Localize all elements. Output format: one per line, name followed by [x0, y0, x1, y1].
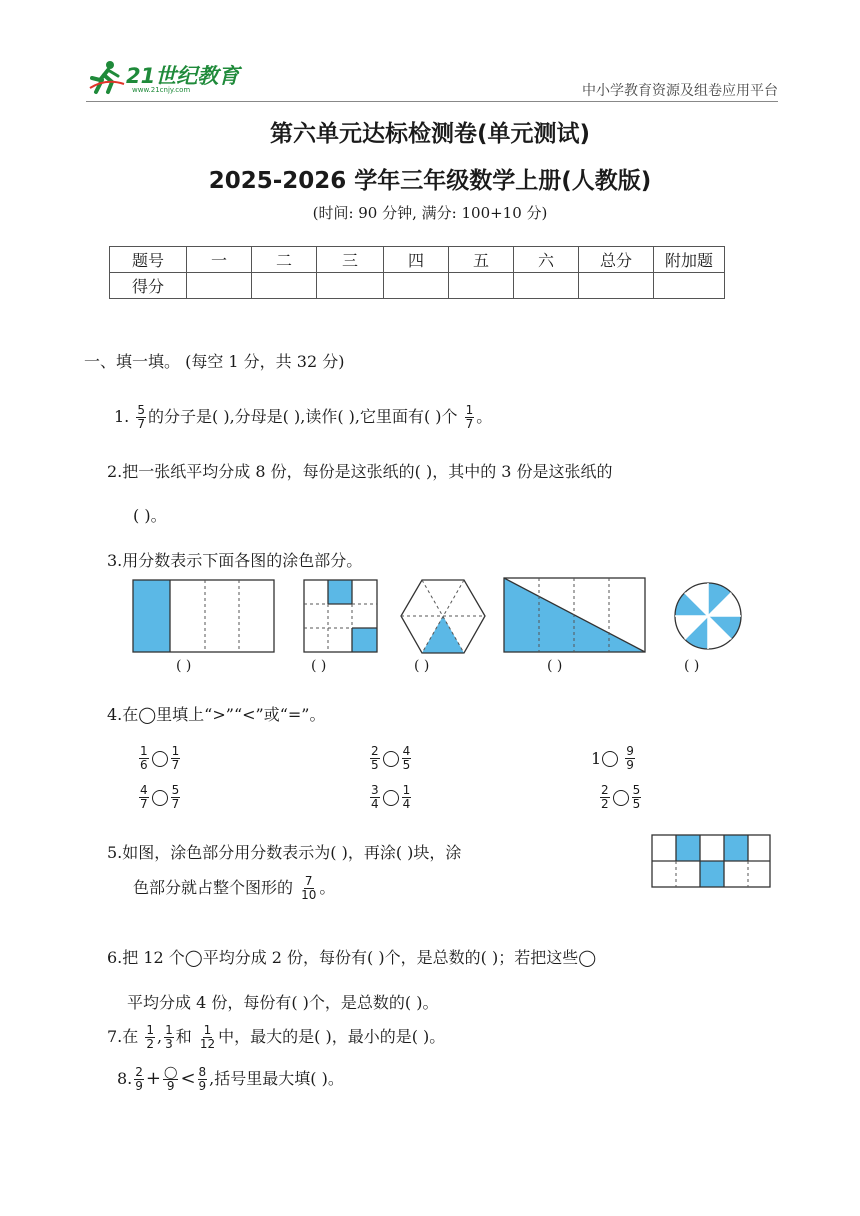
score-cell[interactable] [449, 273, 514, 299]
score-header-cell: 五 [449, 247, 514, 273]
score-header-cell: 四 [384, 247, 449, 273]
question-4: 4.在◯里填上“>”“<”或“=”。 [107, 705, 326, 724]
score-header-cell: 六 [514, 247, 579, 273]
logo [86, 58, 240, 100]
compare-circle[interactable] [152, 790, 168, 806]
runner-icon [86, 58, 126, 98]
figure-grid-ninths [303, 579, 378, 654]
header-divider [86, 101, 778, 102]
figure-2-answer-blank[interactable]: ( ) [311, 658, 327, 674]
score-cell[interactable] [514, 273, 579, 299]
score-header-cell: 一 [187, 247, 252, 273]
score-header-cell: 二 [252, 247, 317, 273]
score-row-label: 得分 [110, 273, 187, 299]
score-table [109, 246, 725, 299]
score-table-header-row [110, 247, 725, 273]
figure-rect-fifths [132, 579, 275, 654]
figure-5-answer-blank[interactable]: ( ) [684, 658, 700, 674]
compare-circle[interactable] [383, 790, 399, 806]
score-cell[interactable] [317, 273, 384, 299]
score-table-score-row [110, 273, 725, 299]
figure-grid-tenths [651, 834, 771, 888]
score-cell[interactable] [252, 273, 317, 299]
figure-1-answer-blank[interactable]: ( ) [176, 658, 192, 674]
compare-item-1: $\frac{1}{6}$ $\frac{1}{7}$ [140, 744, 180, 772]
compare-circle[interactable] [602, 751, 618, 767]
compare-circle[interactable] [152, 751, 168, 767]
question-2-line-1: 2.把一张纸平均分成 8 份，每份是这张纸的( )，其中的 3 份是这张纸的 [107, 462, 613, 481]
compare-item-4: $\frac{4}{7}$ $\frac{5}{7}$ [140, 783, 180, 811]
title-line-2: 2025-2026 学年三年级数学上册(人教版) [208, 168, 652, 194]
score-cell[interactable] [579, 273, 654, 299]
logo-url: www.21cnjy.com [132, 86, 191, 94]
question-5-line-2: 色部分就占整个图形的 $\frac{7}{10}$ 。 [133, 874, 336, 902]
score-cell[interactable] [187, 273, 252, 299]
compare-item-6: $\frac{2}{2}$ $\frac{5}{5}$ [601, 783, 641, 811]
question-2-line-2: ( )。 [133, 506, 167, 525]
question-6-line-1: 6.把 12 个◯平均分成 2 份，每份有( )个，是总数的( )；若把这些◯ [107, 948, 597, 967]
question-3: 3.用分数表示下面各图的涂色部分。 [107, 551, 363, 570]
score-cell[interactable] [384, 273, 449, 299]
title-line-1: 第六单元达标检测卷(单元测试) [269, 121, 591, 147]
figure-hexagon-sixths [400, 578, 486, 655]
score-header-cell: 附加题 [654, 247, 725, 273]
question-6-line-2: 平均分成 4 份，每份有( )个，是总数的( )。 [127, 993, 439, 1012]
score-cell[interactable] [654, 273, 725, 299]
figure-circle-eighths [674, 582, 742, 650]
score-header-cell: 总分 [579, 247, 654, 273]
q1-number: 1. [114, 407, 130, 426]
figure-3-answer-blank[interactable]: ( ) [414, 658, 430, 674]
score-header-cell: 三 [317, 247, 384, 273]
question-7: 7.在 $\frac{1}{2}$ , $\frac{1}{3}$ 和 $\frac{1}{12}$ 中，最大的是( )，最小的是( )。 [107, 1023, 446, 1051]
question-8: 8. $\frac{2}{9}$ + $\frac{◯}{9}$ < $\frac{8}{9}$ ,括号里最大填( )。 [117, 1065, 344, 1093]
section-1-title: 一、填一填。 (每空 1 分，共 32 分) [84, 352, 345, 371]
q1-fraction-b: $\frac{1}{7}$ [465, 403, 474, 431]
question-1 [114, 404, 492, 431]
q5-fraction: $\frac{7}{10}$ [301, 874, 317, 902]
compare-item-5: $\frac{3}{4}$ $\frac{1}{4}$ [371, 783, 411, 811]
compare-item-3: 1 $\frac{9}{9}$ [591, 744, 634, 772]
figure-4-answer-blank[interactable]: ( ) [547, 658, 563, 674]
score-header-cell: 题号 [110, 247, 187, 273]
q1-end: 。 [476, 407, 493, 426]
header-platform-text: 中小学教育资源及组卷应用平台 [582, 83, 778, 99]
compare-circle[interactable] [613, 790, 629, 806]
figure-rect-triangle [503, 577, 647, 654]
compare-item-2: $\frac{2}{5}$ $\frac{4}{5}$ [371, 744, 411, 772]
logo-name: 21世纪教育 [126, 64, 240, 88]
question-5-line-1: 5.如图，涂色部分用分数表示为( )，再涂( )块，涂 [107, 843, 462, 862]
compare-circle[interactable] [383, 751, 399, 767]
q1-fraction-a: $\frac{5}{7}$ [137, 403, 145, 431]
q1-text: 的分子是( ),分母是( ),读作( ),它里面有( )个 [148, 407, 458, 426]
title-line-3: (时间: 90 分钟, 满分: 100+10 分) [312, 204, 548, 222]
